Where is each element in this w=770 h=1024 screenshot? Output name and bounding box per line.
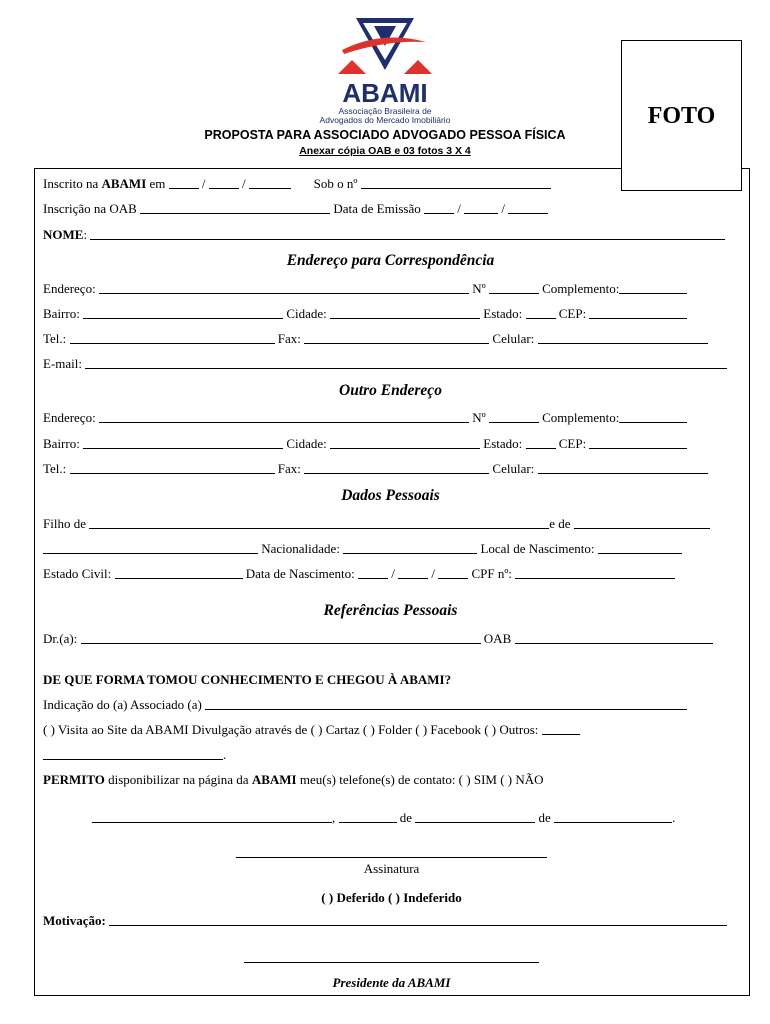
field-outro-cep[interactable] — [589, 436, 687, 449]
field-nacionalidade[interactable] — [343, 541, 477, 554]
svg-text:ABAMI: ABAMI — [342, 78, 428, 106]
section-referencias: Referências Pessoais — [323, 602, 458, 619]
photo-box — [621, 40, 742, 191]
line-corr-email: E-mail: — [43, 356, 738, 372]
line-permito: PERMITO disponibilizar na página da ABAMI meu(s) telefone(s) de contato: ( ) SIM ( ) NÃO — [43, 772, 544, 787]
line-outro-bairro: Bairro: Cidade: Estado: CEP: — [43, 436, 738, 452]
field-emissao-day[interactable] — [424, 201, 454, 214]
line-inscrito: Inscrito na ABAMI em / / Sob o nº — [43, 176, 738, 192]
field-nasc-day[interactable] — [358, 566, 388, 579]
signature-line[interactable] — [236, 857, 547, 858]
field-referencia-nome[interactable] — [81, 631, 481, 644]
field-motivacao[interactable] — [109, 913, 727, 926]
field-corr-estado[interactable] — [526, 306, 556, 319]
field-corr-tel[interactable] — [70, 331, 275, 344]
signature-label: Assinatura — [363, 861, 420, 876]
field-outro-fax[interactable] — [304, 461, 489, 474]
options-text[interactable]: ( ) Visita ao Site da ABAMI Divulgação através de ( ) Cartaz ( ) Folder ( ) Facebook ( ) Outros: — [43, 722, 539, 737]
field-nasc-month[interactable] — [398, 566, 428, 579]
line-motivacao: Motivação: — [43, 913, 738, 929]
field-inscrito-day[interactable] — [169, 176, 199, 189]
line-nome: NOME: — [43, 227, 738, 243]
line-nacionalidade: Nacionalidade: Local de Nascimento: — [43, 541, 738, 557]
field-corr-cidade[interactable] — [330, 306, 480, 319]
field-outro-bairro[interactable] — [83, 436, 283, 449]
line-outro-tel: Tel.: Fax: Celular: — [43, 461, 738, 477]
field-corr-complemento[interactable] — [619, 281, 687, 294]
section-outro-endereco: Outro Endereço — [339, 382, 442, 399]
line-estado-civil: Estado Civil: Data de Nascimento: / / CPF nº: — [43, 566, 738, 582]
field-outros-cont[interactable] — [43, 747, 223, 760]
field-filho-de[interactable] — [89, 516, 549, 529]
line-indicacao: Indicação do (a) Associado (a) — [43, 697, 738, 713]
line-local-data: , de de . — [92, 810, 702, 826]
field-outro-tel[interactable] — [70, 461, 275, 474]
field-nome[interactable] — [90, 227, 725, 240]
section-dados-pessoais: Dados Pessoais — [341, 487, 440, 504]
field-nome-mae-cont[interactable] — [43, 541, 258, 554]
line-corr-endereco: Endereço: Nº Complemento: — [43, 281, 738, 297]
field-cpf[interactable] — [515, 566, 675, 579]
field-corr-numero[interactable] — [489, 281, 539, 294]
line-outros-cont: . — [43, 747, 738, 763]
document-subtitle: Anexar cópia OAB e 03 fotos 3 X 4 — [299, 145, 471, 157]
field-mes[interactable] — [415, 810, 535, 823]
field-corr-email[interactable] — [85, 356, 727, 369]
field-outro-complemento[interactable] — [619, 410, 687, 423]
field-ano[interactable] — [554, 810, 672, 823]
field-outro-cidade[interactable] — [330, 436, 480, 449]
field-oab[interactable] — [140, 201, 330, 214]
field-indicacao[interactable] — [205, 697, 687, 710]
field-estado-civil[interactable] — [115, 566, 243, 579]
org-line-2: Advogados do Mercado Imobiliário — [319, 115, 451, 125]
line-outro-endereco: Endereço: Nº Complemento: — [43, 410, 738, 426]
field-inscrito-year[interactable] — [249, 176, 291, 189]
field-nasc-year[interactable] — [438, 566, 468, 579]
abami-logo — [330, 16, 440, 106]
field-local[interactable] — [92, 810, 332, 823]
field-dia[interactable] — [339, 810, 397, 823]
field-corr-cep[interactable] — [589, 306, 687, 319]
field-outro-endereco[interactable] — [99, 410, 469, 423]
org-line-1: Associação Brasileira de — [338, 106, 432, 116]
field-local-nascimento[interactable] — [598, 541, 682, 554]
line-options — [43, 722, 738, 738]
field-inscrito-month[interactable] — [209, 176, 239, 189]
field-sob-numero[interactable] — [361, 176, 551, 189]
president-signature-line[interactable] — [244, 962, 539, 963]
line-corr-bairro: Bairro: Cidade: Estado: CEP: — [43, 306, 738, 322]
field-corr-fax[interactable] — [304, 331, 489, 344]
section-correspondencia: Endereço para Correspondência — [286, 252, 495, 269]
field-corr-bairro[interactable] — [83, 306, 283, 319]
field-emissao-year[interactable] — [508, 201, 548, 214]
logo-org-name — [290, 107, 480, 125]
line-oab: Inscrição na OAB Data de Emissão / / — [43, 201, 738, 217]
sob-label: Sob o nº — [313, 176, 358, 191]
line-filho: Filho de e de — [43, 516, 738, 532]
field-outro-estado[interactable] — [526, 436, 556, 449]
field-outro-celular[interactable] — [538, 461, 708, 474]
field-emissao-month[interactable] — [464, 201, 498, 214]
field-outro-numero[interactable] — [489, 410, 539, 423]
line-corr-tel: Tel.: Fax: Celular: — [43, 331, 738, 347]
field-outros[interactable] — [542, 722, 580, 735]
deferido-options[interactable]: ( ) Deferido ( ) Indeferido — [321, 890, 462, 905]
field-corr-endereco[interactable] — [99, 281, 469, 294]
presidente-label: Presidente da ABAMI — [332, 975, 451, 990]
field-corr-celular[interactable] — [538, 331, 708, 344]
photo-label: FOTO — [647, 103, 716, 129]
question-how-known: DE QUE FORMA TOMOU CONHECIMENTO E CHEGOU À ABAMI? — [43, 672, 452, 687]
line-referencia: Dr.(a): OAB — [43, 631, 738, 647]
field-referencia-oab[interactable] — [515, 631, 713, 644]
field-e-de[interactable] — [574, 516, 710, 529]
document-title: PROPOSTA PARA ASSOCIADO ADVOGADO PESSOA FÍSICA — [204, 128, 566, 142]
